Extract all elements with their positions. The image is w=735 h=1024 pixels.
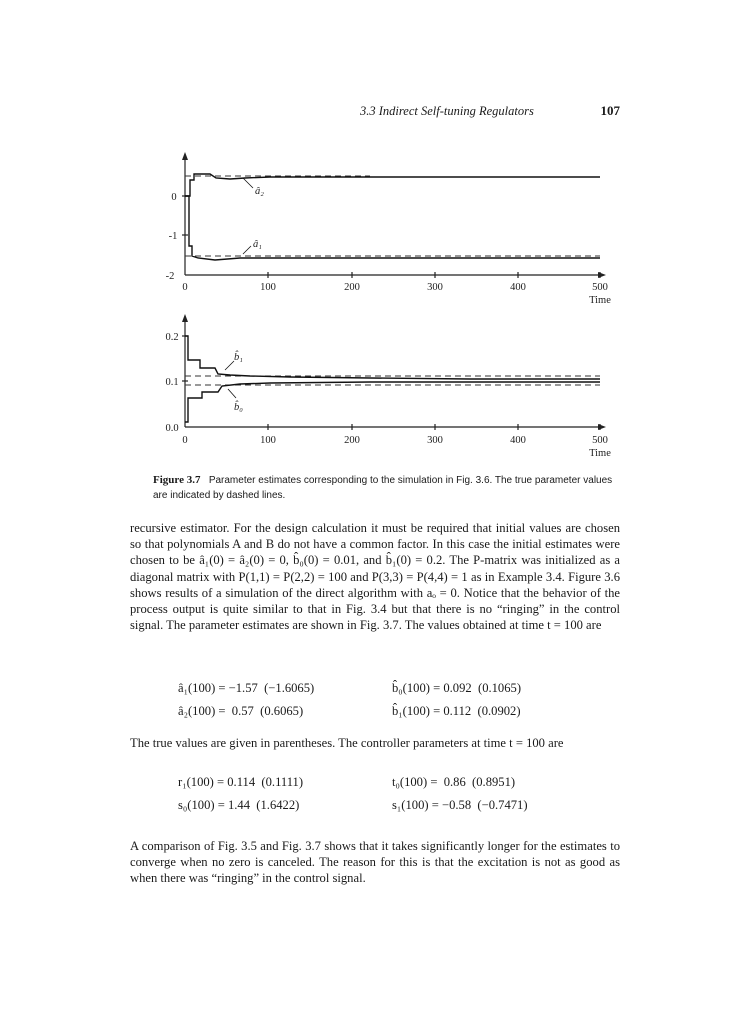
bottom-x-arrow	[598, 424, 606, 430]
caption-text: Parameter estimates corresponding to the simulation in Fig. 3.6. The true parameter values are indicated by dashed lines.	[153, 475, 613, 501]
top-y-arrow	[182, 152, 188, 160]
paragraph-2: The true values are given in parentheses. The controller parameters at time t = 100 are	[130, 736, 564, 750]
top-ylabel-1: -1	[168, 231, 178, 242]
page-number: 107	[600, 103, 620, 118]
controller-s1: s₁(100) = −0.58 (−0.7471)	[392, 798, 528, 812]
controller-r1: r₁(100) = 0.114 (0.1111)	[178, 775, 304, 789]
estimate-b0: b̂₀(100) = 0.092 (0.1065)	[392, 681, 522, 695]
bottom-xlabel-4: 400	[510, 435, 526, 446]
bottom-y-arrow	[182, 314, 188, 322]
top-plot-axes	[182, 152, 606, 278]
top-plot	[165, 150, 611, 310]
running-header	[360, 104, 620, 124]
bottom-ylabel-0: 0.2	[165, 332, 179, 343]
estimate-a2: â₂(100) = 0.57 (0.6065)	[178, 704, 304, 718]
controller-s0: s₀(100) = 1.44 (1.6422)	[178, 798, 300, 812]
top-xlabel-4: 400	[510, 282, 526, 293]
bottom-xlabel-2: 200	[344, 435, 360, 446]
top-xlabel-3: 300	[427, 282, 443, 293]
a1-leader	[243, 246, 251, 254]
paragraph-1: recursive estimator. For the design calculation it must be required that initial values are chosen so that polynomials A and B do not have a common factor. In this case the initial estimates were chosen to be â₁(0) = â₂(0) = 0, b̂₀(0) = 0.01, and b̂₁(0) = 0.2. The P-matrix was initialized as a diagonal matrix with P(1,1) = P(2,2) = 100 and P(3,3) = P(4,4) = 1 as in Example 3.4. Figure 3.6 shows results of a simulation of the direct algorithm with aₒ = 0. Notice that the behavior of the process output is quite similar to that in Fig. 3.4 but that there is no “ringing” in the control signal. The parameter estimates are shown in Fig. 3.7. The values obtained at time t = 100 are	[130, 521, 620, 633]
bottom-estimates	[185, 336, 600, 422]
label-a1: â₁	[253, 239, 262, 250]
estimate-b1: b̂₁(100) = 0.112 (0.0902)	[392, 704, 521, 718]
a2-leader	[243, 178, 253, 188]
bottom-ylabel-2: 0.0	[165, 423, 179, 434]
label-b1: b̂₁	[234, 352, 243, 363]
top-estimates	[185, 174, 600, 260]
bottom-xlabel-0: 0	[182, 435, 188, 446]
b0-leader	[228, 389, 236, 398]
bottom-xlabel-5: 500	[592, 435, 608, 446]
bottom-ylabel-1: 0.1	[165, 377, 179, 388]
top-x-arrow	[598, 272, 606, 278]
top-xlabel-1: 100	[260, 282, 276, 293]
bottom-plot-axes	[182, 314, 606, 430]
paragraph-3: A comparison of Fig. 3.5 and Fig. 3.7 shows that it takes significantly longer for the estimates to converge when no zero is canceled. The reason for this is that the excitation is not as good as when there was “ringing” in the control signal.	[130, 839, 620, 886]
top-xlabel-0: 0	[182, 282, 188, 293]
bottom-plot	[165, 312, 611, 467]
top-xlabel-2: 200	[344, 282, 360, 293]
section-title: 3.3 Indirect Self-tuning Regulators	[360, 104, 534, 118]
curve-b1	[185, 336, 600, 379]
label-b0: b̂₀	[234, 402, 243, 413]
label-a2: â₂	[255, 186, 264, 197]
top-xaxis-title: Time	[589, 295, 611, 306]
top-ylabel-2: -2	[165, 271, 175, 282]
controller-t0: t₀(100) = 0.86 (0.8951)	[392, 775, 516, 789]
bottom-xlabel-3: 300	[427, 435, 443, 446]
curve-a2	[185, 174, 600, 196]
curve-b0	[185, 382, 600, 422]
top-true-lines	[185, 176, 600, 256]
bottom-xaxis-title: Time	[589, 448, 611, 459]
figure-label: Figure 3.7	[153, 474, 201, 486]
estimate-a1: â₁(100) = −1.57 (−1.6065)	[178, 681, 315, 695]
bottom-xlabel-1: 100	[260, 435, 276, 446]
figure-caption	[153, 473, 613, 503]
top-ylabel-0: 0	[171, 192, 177, 203]
top-xlabel-5: 500	[592, 282, 608, 293]
top-labels	[166, 186, 612, 306]
b1-leader	[225, 361, 234, 370]
curve-a1	[185, 196, 600, 260]
bottom-labels	[165, 332, 611, 459]
